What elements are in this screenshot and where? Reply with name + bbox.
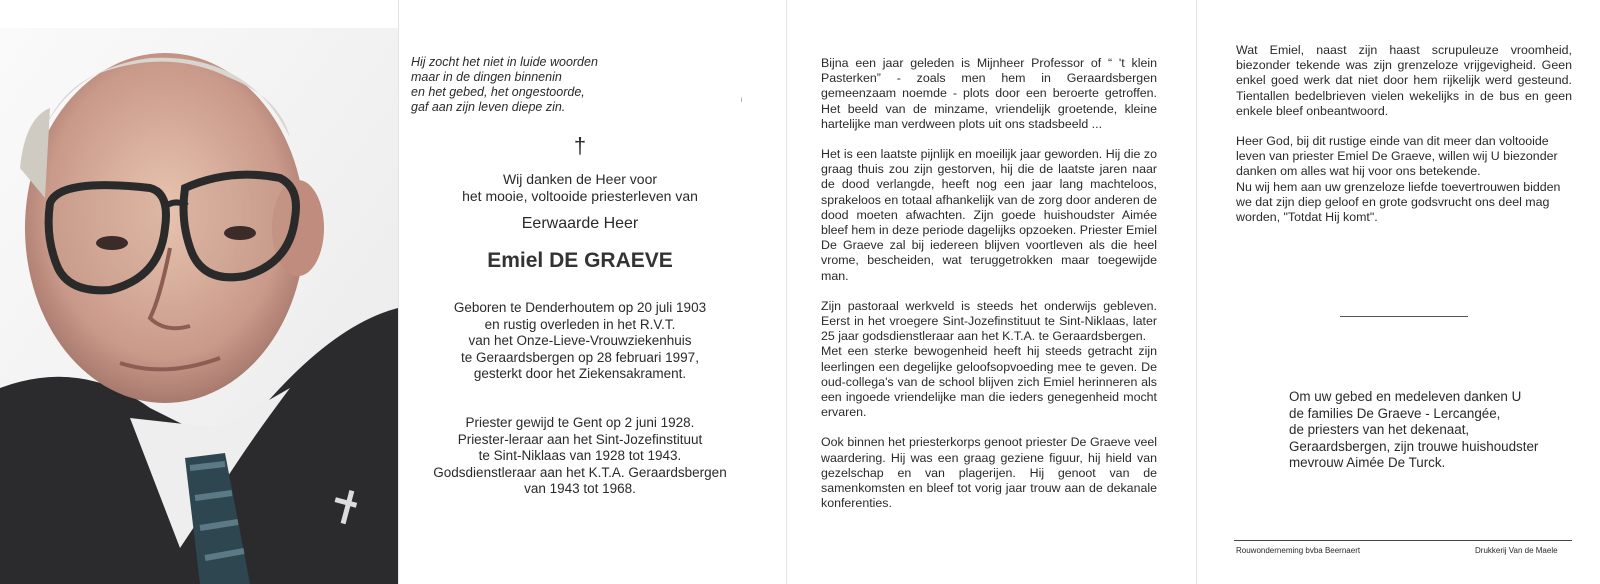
- footer-printer: Drukkerij Van de Maele: [1475, 546, 1558, 555]
- paragraph: Wat Emiel, naast zijn haast scrupuleuze vroomheid, biezonder tekende was zijn grenzeloze vrijgevigheid. Geen enkel goed werk dat niet door hem rijkelijk werd gesteund. Tientallen bedelbrieven vielen wekelijks in de bus en geen enkele bleef onbeantwoord.: [1236, 43, 1572, 118]
- poem-line: gaf aan zijn leven diepe zin.: [411, 100, 566, 114]
- career-details: [420, 415, 740, 498]
- divider: [1340, 316, 1468, 317]
- detail-line: gesterkt door het Ziekensakrament.: [473, 366, 687, 381]
- career-line: Priester-leraar aan het Sint-Jozefinstituut: [457, 431, 703, 447]
- memorial-text-continued: [1236, 43, 1572, 240]
- thanks-line: het mooie, voltooide priesterleven van: [462, 188, 698, 204]
- fold-line: [786, 0, 787, 584]
- detail-line: en rustig overleden in het R.V.T.: [484, 316, 676, 332]
- family-line: de families De Graeve - Lercangée,: [1289, 405, 1501, 421]
- honorific: Eerwaarde Heer: [521, 215, 639, 232]
- stray-mark: ˡ: [741, 96, 743, 106]
- footer-rule: [1234, 540, 1572, 541]
- family-line: Geraardsbergen, zijn trouwe huishoudster: [1289, 438, 1539, 454]
- paragraph: Heer God, bij dit rustige einde van dit meer dan voltooide leven van priester Emiel De Graeve, willen wij U biezonder danken om alles wat hij voor ons betekende. Nu wij hem aan uw grenzeloze liefde toevertrouwen bidden we dat zijn diep geloof en grote godsvrucht ons deel mag worden, "Totdat Hij komt".: [1236, 134, 1561, 225]
- poem: [411, 55, 598, 115]
- family-thanks: [1289, 389, 1538, 472]
- detail-line: Geboren te Denderhoutem op 20 juli 1903: [453, 300, 707, 315]
- family-line: mevrouw Aimée De Turck.: [1289, 455, 1446, 470]
- paragraph: Bijna een jaar geleden is Mijnheer Professor of “ 't klein Pasterken” - zoals men hem in Geraardsbergen gemeenzaam noemde - plots door een beroerte getroffen. Het beeld van de minzame, vriendelijk groetende, kleine hartelijke man verdween plots uit ons stadsbeeld ...: [821, 56, 1157, 131]
- paragraph: Ook binnen het priesterkorps genoot priester De Graeve veel waardering. Hij was een graag geziene figuur, hij hield van gezelschap en van plagerijen. Hij genoot van de samenkomsten en bleef tot vorig jaar trouw aan de dekanale konferenties.: [821, 435, 1157, 511]
- portrait-icon: [0, 28, 398, 584]
- paragraph: Het is een laatste pijnlijk en moeilijk jaar geworden. Hij die zo graag thuis zou zijn gestorven, hij die de laatste jaren naar de dood verlangde, heeft nog een jaar lang machteloos, sprakeloos en totaal afhankelijk van de zorg door anderen de dood moeten afwachten. Zijn goede huishoudster Aimée bleef hem in deze periode dagelijks opzoeken. Priester Emiel De Graeve zal bij iedereen blijven voortleven als die heel vrome, bescheiden, wat teruggetrokken maar toegewijde man.: [821, 147, 1157, 283]
- deceased-name: Emiel DE GRAEVE: [487, 249, 673, 272]
- poem-line: en het gebed, het ongestoorde,: [411, 85, 585, 99]
- paragraph: Zijn pastoraal werkveld is steeds het onderwijs gebleven. Eerst in het vroegere Sint-Jozefinstituut te Sint-Niklaas, later 25 jaar godsdienstleraar aan het K.T.A. te Geraardsbergen. Met een sterke bewogenheid heeft hij steeds getracht zijn leerlingen een degelijke geloofsopvoeding mee te geven. De oud-collega's van de school blijven zich Emiel herinneren als een ingoede vriendelijke man die ieders genegenheid mocht ervaren.: [821, 298, 1157, 420]
- cross-symbol: †: [573, 133, 587, 158]
- detail-line: van het Onze-Lieve-Vrouwziekenhuis: [468, 333, 692, 348]
- career-line: Priester gewijd te Gent op 2 juni 1928.: [465, 415, 695, 430]
- family-line: Om uw gebed en medeleven danken U: [1289, 389, 1522, 404]
- career-line: van 1943 tot 1968.: [524, 481, 636, 496]
- memorial-text: [821, 56, 1157, 526]
- portrait-photo: [0, 28, 398, 584]
- detail-line: te Geraardsbergen op 28 februari 1997,: [461, 349, 699, 365]
- birth-death-details: [420, 300, 740, 383]
- fold-line: [1196, 0, 1197, 584]
- poem-line: Hij zocht het niet in luide woorden: [411, 55, 598, 69]
- career-line: Godsdienstleraar aan het K.T.A. Geraardsbergen: [433, 464, 727, 480]
- thanks-text: [420, 171, 740, 205]
- fold-line: [398, 0, 399, 584]
- poem-line: maar in de dingen binnenin: [411, 70, 562, 84]
- career-line: te Sint-Niklaas van 1928 tot 1943.: [478, 448, 682, 463]
- footer-undertaker: Rouwonderneming bvba Beernaert: [1236, 546, 1361, 555]
- thanks-line: Wij danken de Heer voor: [502, 171, 658, 187]
- family-line: de priesters van het dekenaat,: [1289, 422, 1470, 437]
